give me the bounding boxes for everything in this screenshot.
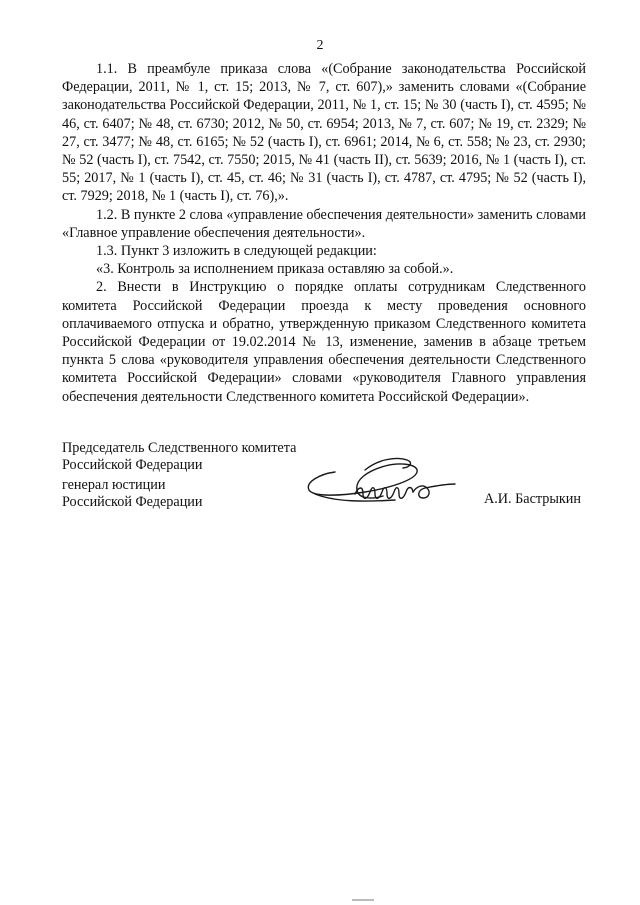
signer-name: А.И. Бастрыкин <box>484 491 581 507</box>
document-body <box>62 60 586 406</box>
paragraph-2: 2. Внести в Инструкцию о порядке оплаты сотрудникам Следственного комитета Российской Федерации проезда к месту проведения основного оплачиваемого отпуска и обратно, утвержденную приказом Следственного комитета Российской Федерации от 19.02.2014 № 13, изменение, заменив в абзаце третьем пункта 5 слова «руководителя управления обеспечения деятельности Следственного комитета Российской Федерации» словами «руководителя Главного управления обеспечения деятельности Следственного комитета Российской Федерации». <box>62 279 586 405</box>
signatory-rank-line-1: генерал юстиции <box>62 477 166 493</box>
paragraph-quote: «3. Контроль за исполнением приказа оставляю за собой.». <box>96 261 454 278</box>
signatory-rank-line-2: Российской Федерации <box>62 494 203 510</box>
handwritten-signature <box>295 450 465 515</box>
paragraph-1-2: 1.2. В пункте 2 слова «управление обеспечения деятельности» заменить словами «Главное управление обеспечения деятельности». <box>62 206 587 241</box>
signatory-title-line-1: Председатель Следственного комитета <box>62 440 297 456</box>
signatory-title-line-2: Российской Федерации <box>62 457 203 473</box>
paragraph-1-3: 1.3. Пункт 3 изложить в следующей редакции: <box>96 243 377 260</box>
paragraph-1-1: 1.1. В преамбуле приказа слова «(Собрание законодательства Российской Федерации, 2011, № 1, ст. 15; 2013, № 7, ст. 607),» заменить словами «(Собрание законодательства Российской Федерации, 2011, № 1, ст. 15; № 30 (часть I), ст. 4595; № 46, ст. 6407; № 48, ст. 6730; 2012, № 50, ст. 6954; 2013, № 7, ст. 607; № 19, ст. 2329; № 27, ст. 3477; № 48, ст. 6165; № 52 (часть I), ст. 6961; 2014, № 6, ст. 558; № 23, ст. 2930; № 52 (часть I), ст. 7542, ст. 7550; 2015, № 41 (часть II), ст. 5639; 2016, № 1 (часть I), ст. 55; 2017, № 1 (часть I), ст. 45, ст. 46; № 31 (часть I), ст. 4787, ст. 4795; № 52 (часть I), ст. 7929; 2018, № 1 (часть I), ст. 76),». <box>62 61 586 205</box>
page-number: 2 <box>316 38 324 53</box>
scan-artifact <box>352 899 374 901</box>
